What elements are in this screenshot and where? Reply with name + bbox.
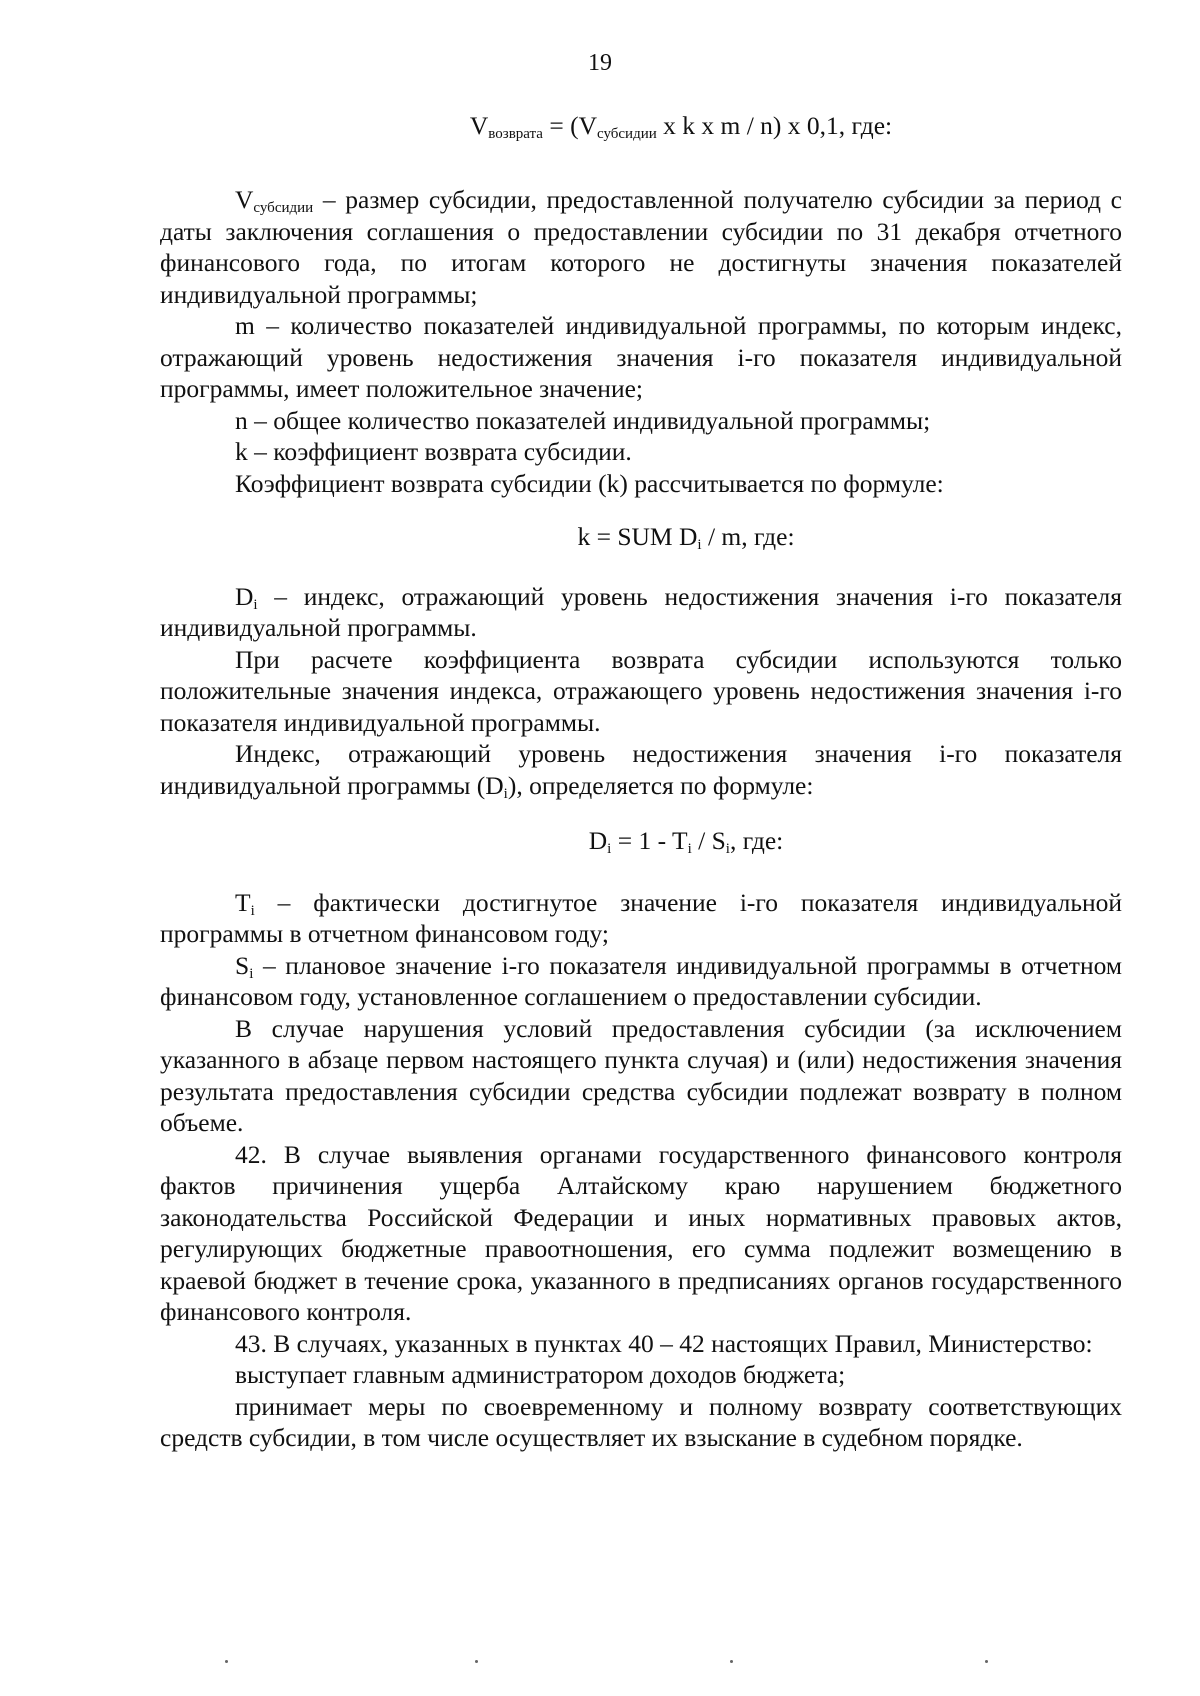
- definition-m: m – количество показателей индивидуальной программы, по которым индекс, отражающий уровень недостижения значения i-го показателя индивидуальной программы, имеет положительное значение;: [160, 311, 1122, 403]
- document-body: [160, 110, 1122, 1454]
- paragraph-43: 43. В случаях, указанных в пунктах 40 – 42 настоящих Правил, Министерство:: [235, 1328, 1093, 1358]
- definition-s: $S_i$ – плановое значение i-го показателя индивидуальной программы в отчетном финансовом году, установленное соглашением о предоставлении субсидии.: [160, 950, 1122, 1011]
- scan-dot: [225, 1660, 228, 1663]
- formula-refund-volume: $V_{возврата} = (V_{субсидии}$ x k x m / n) x 0,1, где:: [469, 111, 893, 142]
- formula-k: k = SUM $D_i$ / m, где:: [577, 522, 795, 553]
- paragraph-violation: В случае нарушения условий предоставления субсидии (за исключением указанного в абзаце первом настоящего пункта случая) и (или) недостижения значения результата предоставления субсидии средства субсидии подлежат возврату в полном объеме.: [160, 1013, 1122, 1137]
- definition-d: $D_i$ – индекс, отражающий уровень недостижения значения i-го показателя индивидуальной программы.: [160, 581, 1122, 642]
- paragraph-42: 42. В случае выявления органами государственного финансового контроля фактов причинения ущерба Алтайскому краю нарушением бюджетного законодательства Российской Федерации и иных нормативных правовых актов, регулирующих бюджетные правоотношения, его сумма подлежит возмещению в краевой бюджет в течение срока, указанного в предписаниях органов государственного финансового контроля.: [160, 1139, 1122, 1326]
- k-formula-intro: Коэффициент возврата субсидии (k) рассчитывается по формуле:: [235, 468, 944, 498]
- formula-d: $D_i = 1 - T_i / S_i$, где:: [588, 826, 784, 857]
- paragraph-index-definition: Индекс, отражающий уровень недостижения значения i-го показателя индивидуальной программы $(D_i)$, определяется по формуле:: [160, 739, 1122, 802]
- definition-n: n – общее количество показателей индивидуальной программы;: [235, 405, 931, 435]
- paragraph-positive-values: При расчете коэффициента возврата субсидии используются только положительные значения индекса, отражающего уровень недостижения значения i-го показателя индивидуальной программы.: [160, 644, 1122, 737]
- scan-dot: [730, 1660, 733, 1663]
- definition-t: $T_i$ – фактически достигнутое значение i-го показателя индивидуальной программы в отчетном финансовом году;: [160, 887, 1122, 948]
- scan-dot: [985, 1660, 988, 1663]
- paragraph-43-item-b: принимает меры по своевременному и полному возврату соответствующих средств субсидии, в том числе осуществляет их взыскание в судебном порядке.: [160, 1391, 1122, 1452]
- definition-k: k – коэффициент возврата субсидии.: [235, 437, 632, 466]
- page-number: 19: [588, 50, 612, 76]
- scan-dot: [475, 1660, 478, 1663]
- paragraph-43-item-a: выступает главным администратором доходов бюджета;: [235, 1360, 846, 1389]
- definition-v-subsidy: $V_{субсидии}$ – размер субсидии, предоставленной получателю субсидии за период с даты заключения соглашения о предоставлении субсидии по 31 декабря отчетного финансового года, по итогам которого не достигнуты значения показателей индивидуальной программы;: [160, 185, 1122, 309]
